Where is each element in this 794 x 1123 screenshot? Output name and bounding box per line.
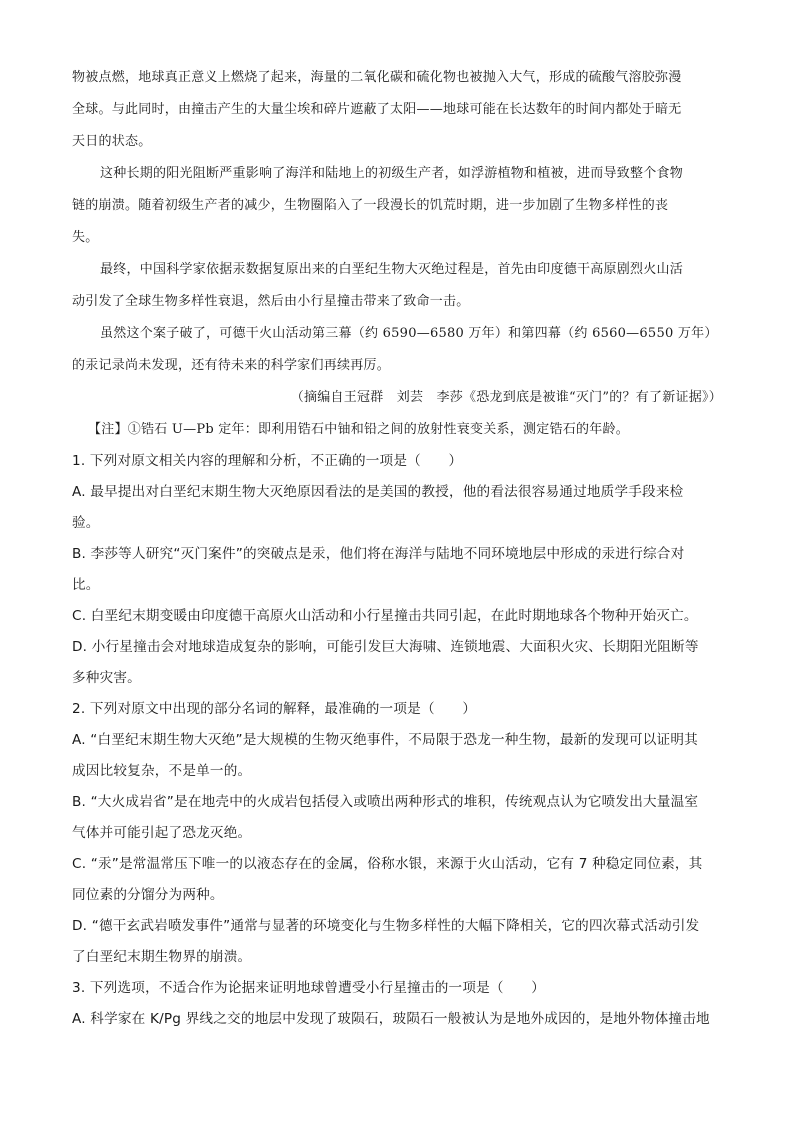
question-2-option-c[interactable]: C. “汞”是常温常压下唯一的以液态存在的金属，俗称水银，来源于火山活动，它有 7 种稳定同位素，其 — [72, 856, 703, 872]
question-1-option-a[interactable]: A. 最早提出对白垩纪末期生物大灭绝原因看法的是美国的教授，他的看法很容易通过地质学手段来检 — [72, 484, 684, 500]
question-1-option-c[interactable]: C. 白垩纪末期变暖由印度德干高原火山活动和小行星撞击共同引起，在此时期地球各个物种开始灭亡。 — [72, 608, 698, 624]
question-2-stem: 2. 下列对原文中出现的部分名词的解释，最准确的一项是（ ） — [72, 701, 477, 717]
question-1-option-b[interactable]: B. 李莎等人研究“灭门案件”的突破点是汞，他们将在海洋与陆地不同环境地层中形成的汞进行综合对 — [72, 546, 685, 562]
question-2-option-c-cont: 同位素的分馏分为两种。 — [72, 887, 224, 903]
question-1-option-a-cont: 验。 — [72, 515, 100, 531]
question-1-option-d[interactable]: D. 小行星撞击会对地球造成复杂的影响，可能引发巨大海啸、连锁地震、大面积火灾、长期阳光阻断等 — [72, 639, 699, 655]
passage-line: 物被点燃，地球真正意义上燃烧了起来，海量的二氧化碳和硫化物也被抛入大气，形成的硫酸气溶胶弥漫 — [72, 70, 682, 85]
question-3-option-a[interactable]: A. 科学家在 K/Pg 界线之交的地层中发现了玻陨石，玻陨石一般被认为是地外成因的，是地外物体撞击地 — [72, 1011, 710, 1027]
question-2-option-a[interactable]: A. “白垩纪末期生物大灭绝”是大规模的生物灭绝事件，不局限于恐龙一种生物，最新的发现可以证明其 — [72, 732, 698, 748]
footnote: 【注】①锆石 U—Pb 定年：即利用锆石中铀和铅之间的放射性衰变关系，测定锆石的年龄。 — [88, 422, 630, 437]
question-2-option-d-cont: 了白垩纪末期生物界的崩溃。 — [72, 949, 252, 965]
passage-line: 最终，中国科学家依据汞数据复原出来的白垩纪生物大灭绝过程是，首先由印度德干高原剧烈火山活 — [100, 262, 684, 277]
passage-line: 动引发了全球生物多样性衰退，然后由小行星撞击带来了致命一击。 — [72, 294, 470, 309]
question-1-option-b-cont: 比。 — [72, 577, 100, 593]
passage-source: （摘编自王冠群 刘芸 李莎《恐龙到底是被谁“灭门”的？有了新证据》） — [290, 390, 722, 405]
passage-line: 全球。与此同时，由撞击产生的大量尘埃和碎片遮蔽了太阳——地球可能在长达数年的时间内都处于暗无 — [72, 102, 682, 117]
question-2-option-b[interactable]: B. “大火成岩省”是在地壳中的火成岩包括侵入或喷出两种形式的堆积，传统观点认为它喷发出大量温室 — [72, 794, 699, 810]
question-2-option-b-cont: 气体并可能引起了恐龙灭绝。 — [72, 825, 252, 841]
question-2-option-d[interactable]: D. “德干玄武岩喷发事件”通常与显著的环境变化与生物多样性的大幅下降相关，它的四次幕式活动引发 — [72, 918, 700, 934]
passage-line: 的汞记录尚未发现，还有待未来的科学家们再续再厉。 — [72, 358, 391, 373]
passage-line: 链的崩溃。随着初级生产者的减少，生物圈陷入了一段漫长的饥荒时期，进一步加剧了生物多样性的丧 — [72, 198, 669, 213]
question-1-option-d-cont: 多种灾害。 — [72, 670, 141, 686]
passage-line: 失。 — [72, 230, 99, 245]
passage-line: 这种长期的阳光阻断严重影响了海洋和陆地上的初级生产者，如浮游植物和植被，进而导致整个食物 — [100, 166, 684, 181]
question-1-stem: 1. 下列对原文相关内容的理解和分析，不正确的一项是（ ） — [72, 453, 463, 469]
passage-line: 虽然这个案子破了，可德干火山活动第三幕（约 6590—6580 万年）和第四幕（约 6560—6550 万年） — [100, 326, 718, 341]
question-3-stem: 3. 下列选项，不适合作为论据来证明地球曾遭受小行星撞击的一项是（ ） — [72, 980, 546, 996]
question-2-option-a-cont: 成因比较复杂，不是单一的。 — [72, 763, 252, 779]
passage-line: 天日的状态。 — [72, 134, 152, 149]
